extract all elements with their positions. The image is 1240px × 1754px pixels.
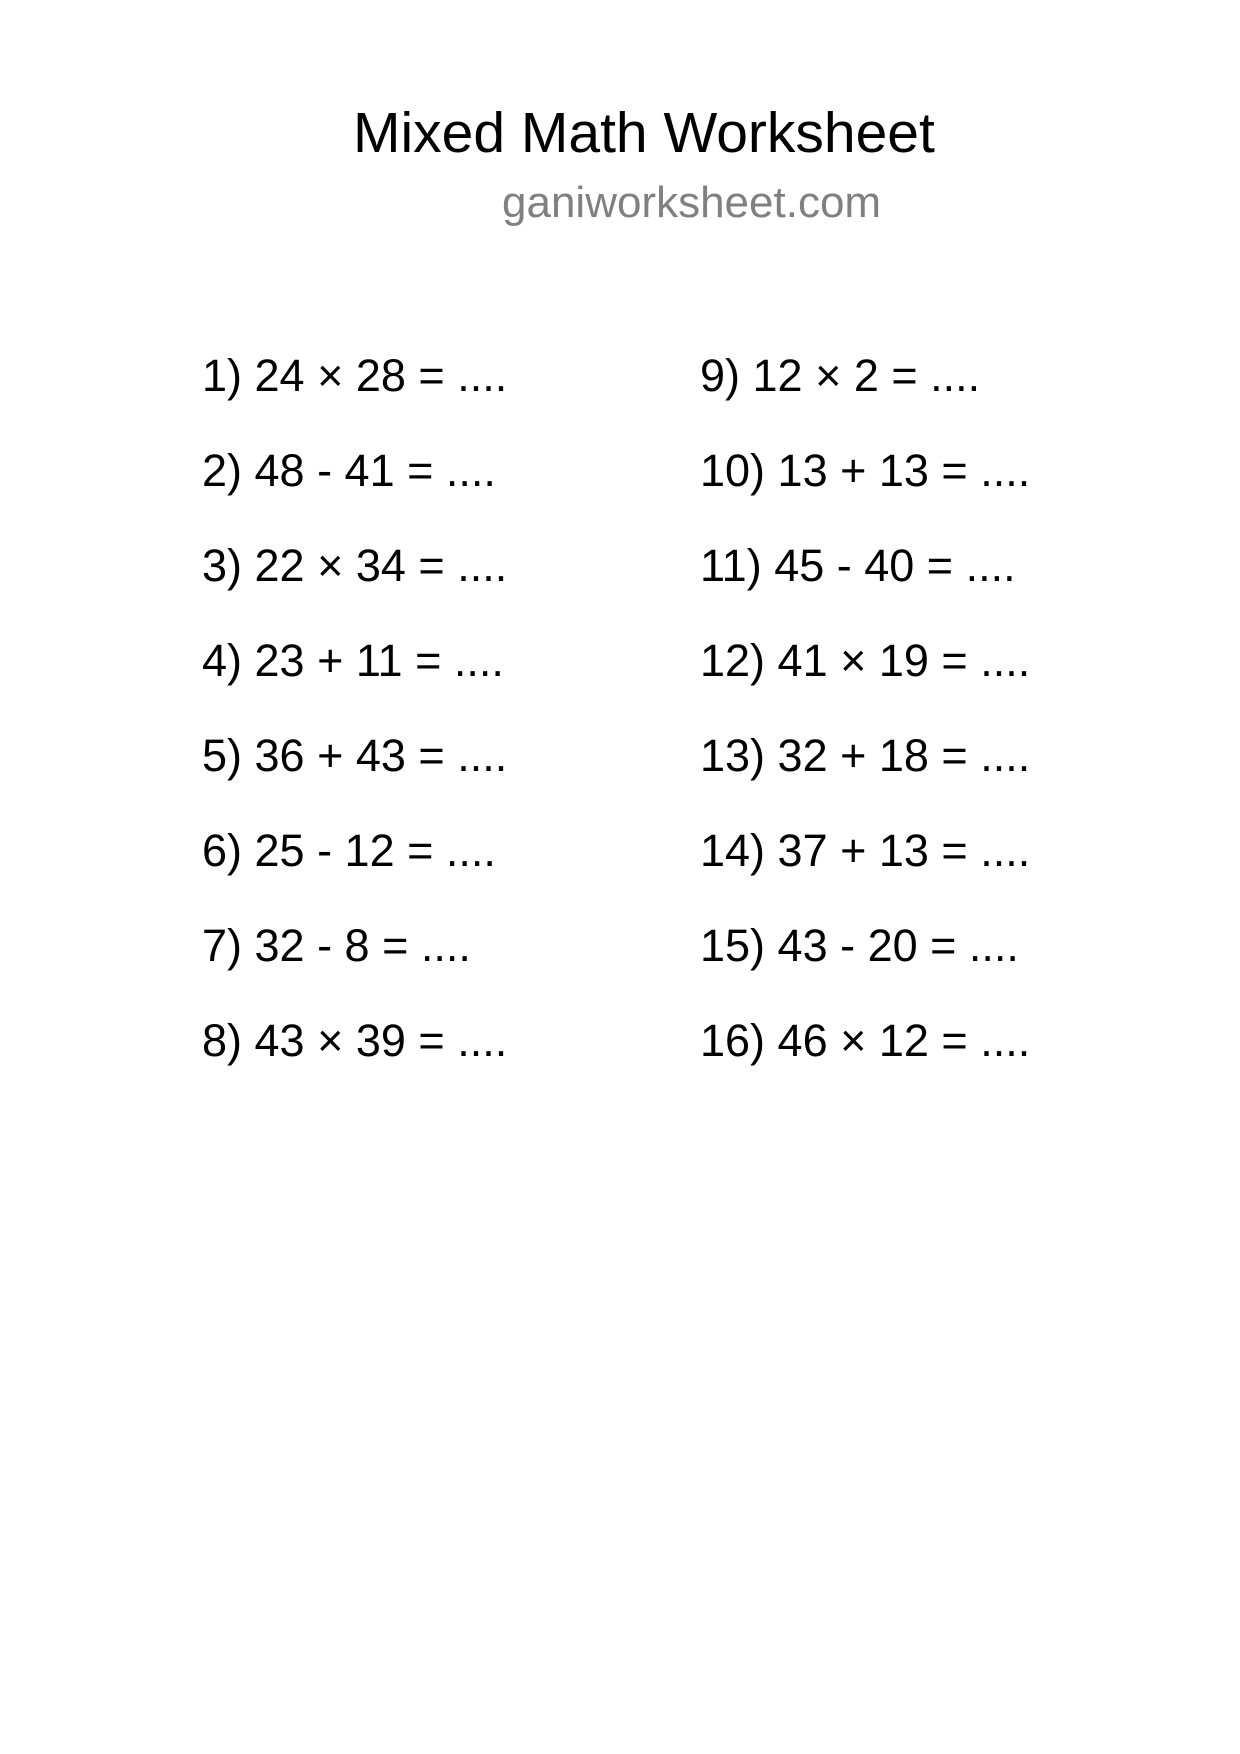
page-title: Mixed Math Worksheet	[353, 101, 935, 165]
problem-item: 3) 22 × 34 = ....	[202, 540, 508, 591]
problem-item: 4) 23 + 11 = ....	[202, 635, 504, 686]
problem-item: 10) 13 + 13 = ....	[700, 445, 1031, 496]
problem-item: 13) 32 + 18 = ....	[700, 730, 1031, 781]
website-subtitle: ganiworksheet.com	[502, 178, 882, 227]
problem-item: 2) 48 - 41 = ....	[202, 445, 496, 496]
problem-item: 15) 43 - 20 = ....	[700, 920, 1019, 971]
problems-column-left	[202, 350, 507, 1110]
problem-item: 5) 36 + 43 = ....	[202, 730, 508, 781]
problem-item: 16) 46 × 12 = ....	[700, 1015, 1031, 1066]
problem-item: 1) 24 × 28 = ....	[202, 350, 508, 401]
problem-item: 7) 32 - 8 = ....	[202, 920, 471, 971]
problems-column-right	[700, 350, 1030, 1110]
problem-item: 11) 45 - 40 = ....	[700, 540, 1016, 591]
problem-item: 14) 37 + 13 = ....	[700, 825, 1031, 876]
problem-item: 9) 12 × 2 = ....	[700, 350, 981, 401]
problem-item: 12) 41 × 19 = ....	[700, 635, 1031, 686]
problem-item: 8) 43 × 39 = ....	[202, 1015, 508, 1066]
problem-item: 6) 25 - 12 = ....	[202, 825, 496, 876]
